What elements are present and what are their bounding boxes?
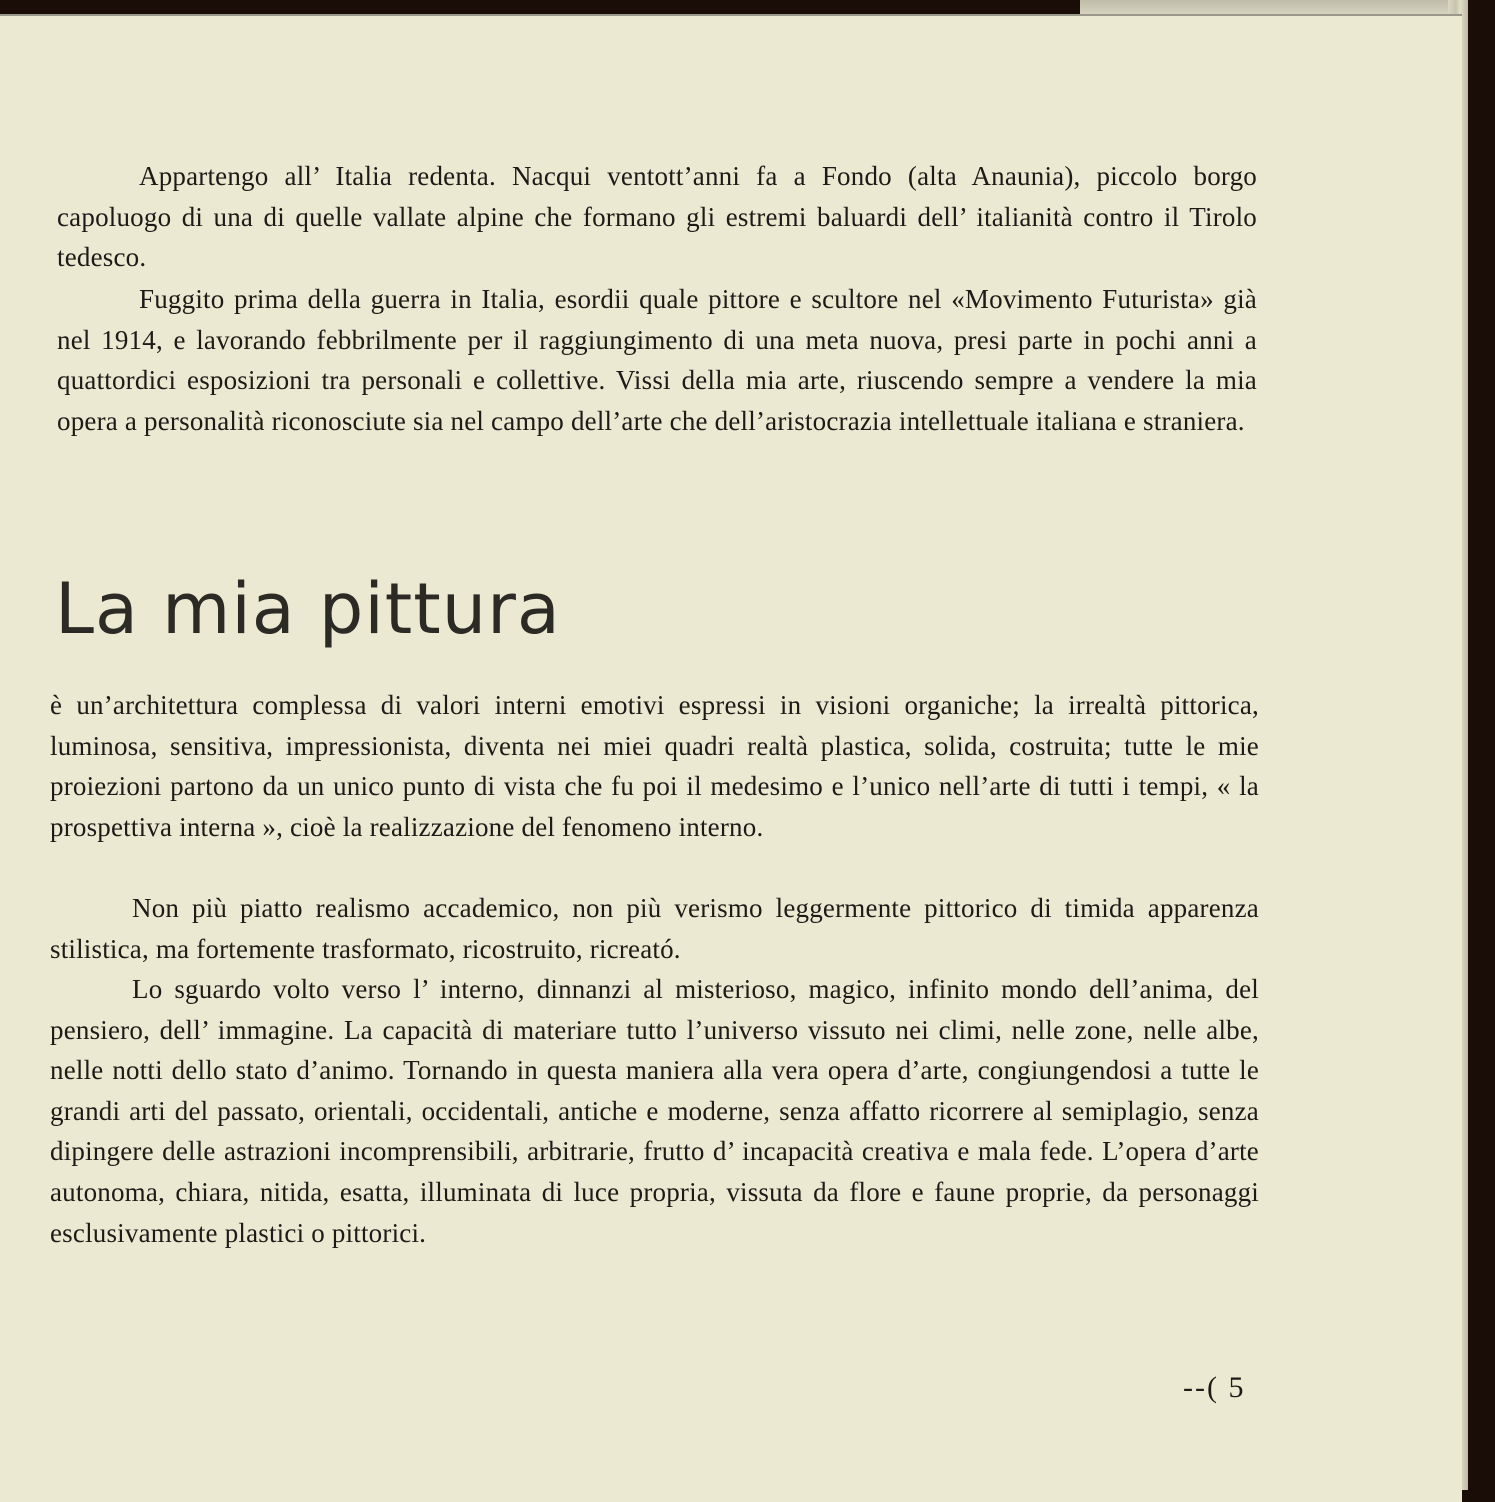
intro-paragraph-2: Fuggito prima della guerra in Italia, esordii quale pittore e scultore nel «Movimento Futurista» già nel 1914, e lavorando febbrilmente per il raggiungimento di una meta nuova, presi parte in pochi anni a quattordici esposizioni tra personali e collettive. Vissi della mia arte, riuscendo sempre a vendere la mia opera a personalità riconosciute sia nel campo dell’arte che dell’aristocrazia intellettuale italiana e straniera.: [57, 284, 1257, 436]
section-paragraph-1: è un’architettura complessa di valori interni emotivi espressi in visioni organiche; la irrealtà pittorica, luminosa, sensitiva, impressionista, diventa nei miei quadri realtà plastica, solida, costruita; tutte le mie proiezioni partono da un unico punto di vista che fu poi il medesimo e l’unico nell’arte di tutti i tempi, « la prospettiva interna », cioè la realizzazione del fenomeno interno.: [50, 690, 1259, 842]
intro-paragraph-1: Appartengo all’ Italia redenta. Nacqui ventott’anni fa a Fondo (alta Anaunia), piccolo borgo capoluogo di una di quelle vallate alpine che formano gli estremi baluardi dell’ italianità contro il Tirolo tedesco.: [57, 161, 1257, 273]
section-paragraph-3: Lo sguardo volto verso l’ interno, dinnanzi al misterioso, magico, infinito mondo dell’anima, del pensiero, dell’ immagine. La capacità di materiare tutto l’universo vissuto nei climi, nelle zone, nelle albe, nelle notti dello stato d’animo. Tornando in questa maniera alla vera opera d’arte, congiungendosi a tutte le grandi arti del passato, orientali, occidentali, antiche e moderne, senza affatto ricorrere al semiplagio, senza dipingere delle astrazioni incomprensibili, arbitrarie, frutto d’ incapacità creativa e mala fede. L’opera d’arte autonoma, chiara, nitida, esatta, illuminata di luce propria, vissuta da flore e faune proprie, da personaggi esclusivamente plastici o pittorici.: [50, 974, 1259, 1248]
book-page: [0, 14, 1462, 1502]
page-number: --( 5: [1183, 1371, 1246, 1404]
section-paragraph-2: Non più piatto realismo accademico, non più verismo leggermente pittorico di timida apparenza stilistica, ma fortemente trasformato, ricostruito, ricreató.: [50, 893, 1259, 964]
section-title: La mia pittura: [55, 568, 561, 650]
